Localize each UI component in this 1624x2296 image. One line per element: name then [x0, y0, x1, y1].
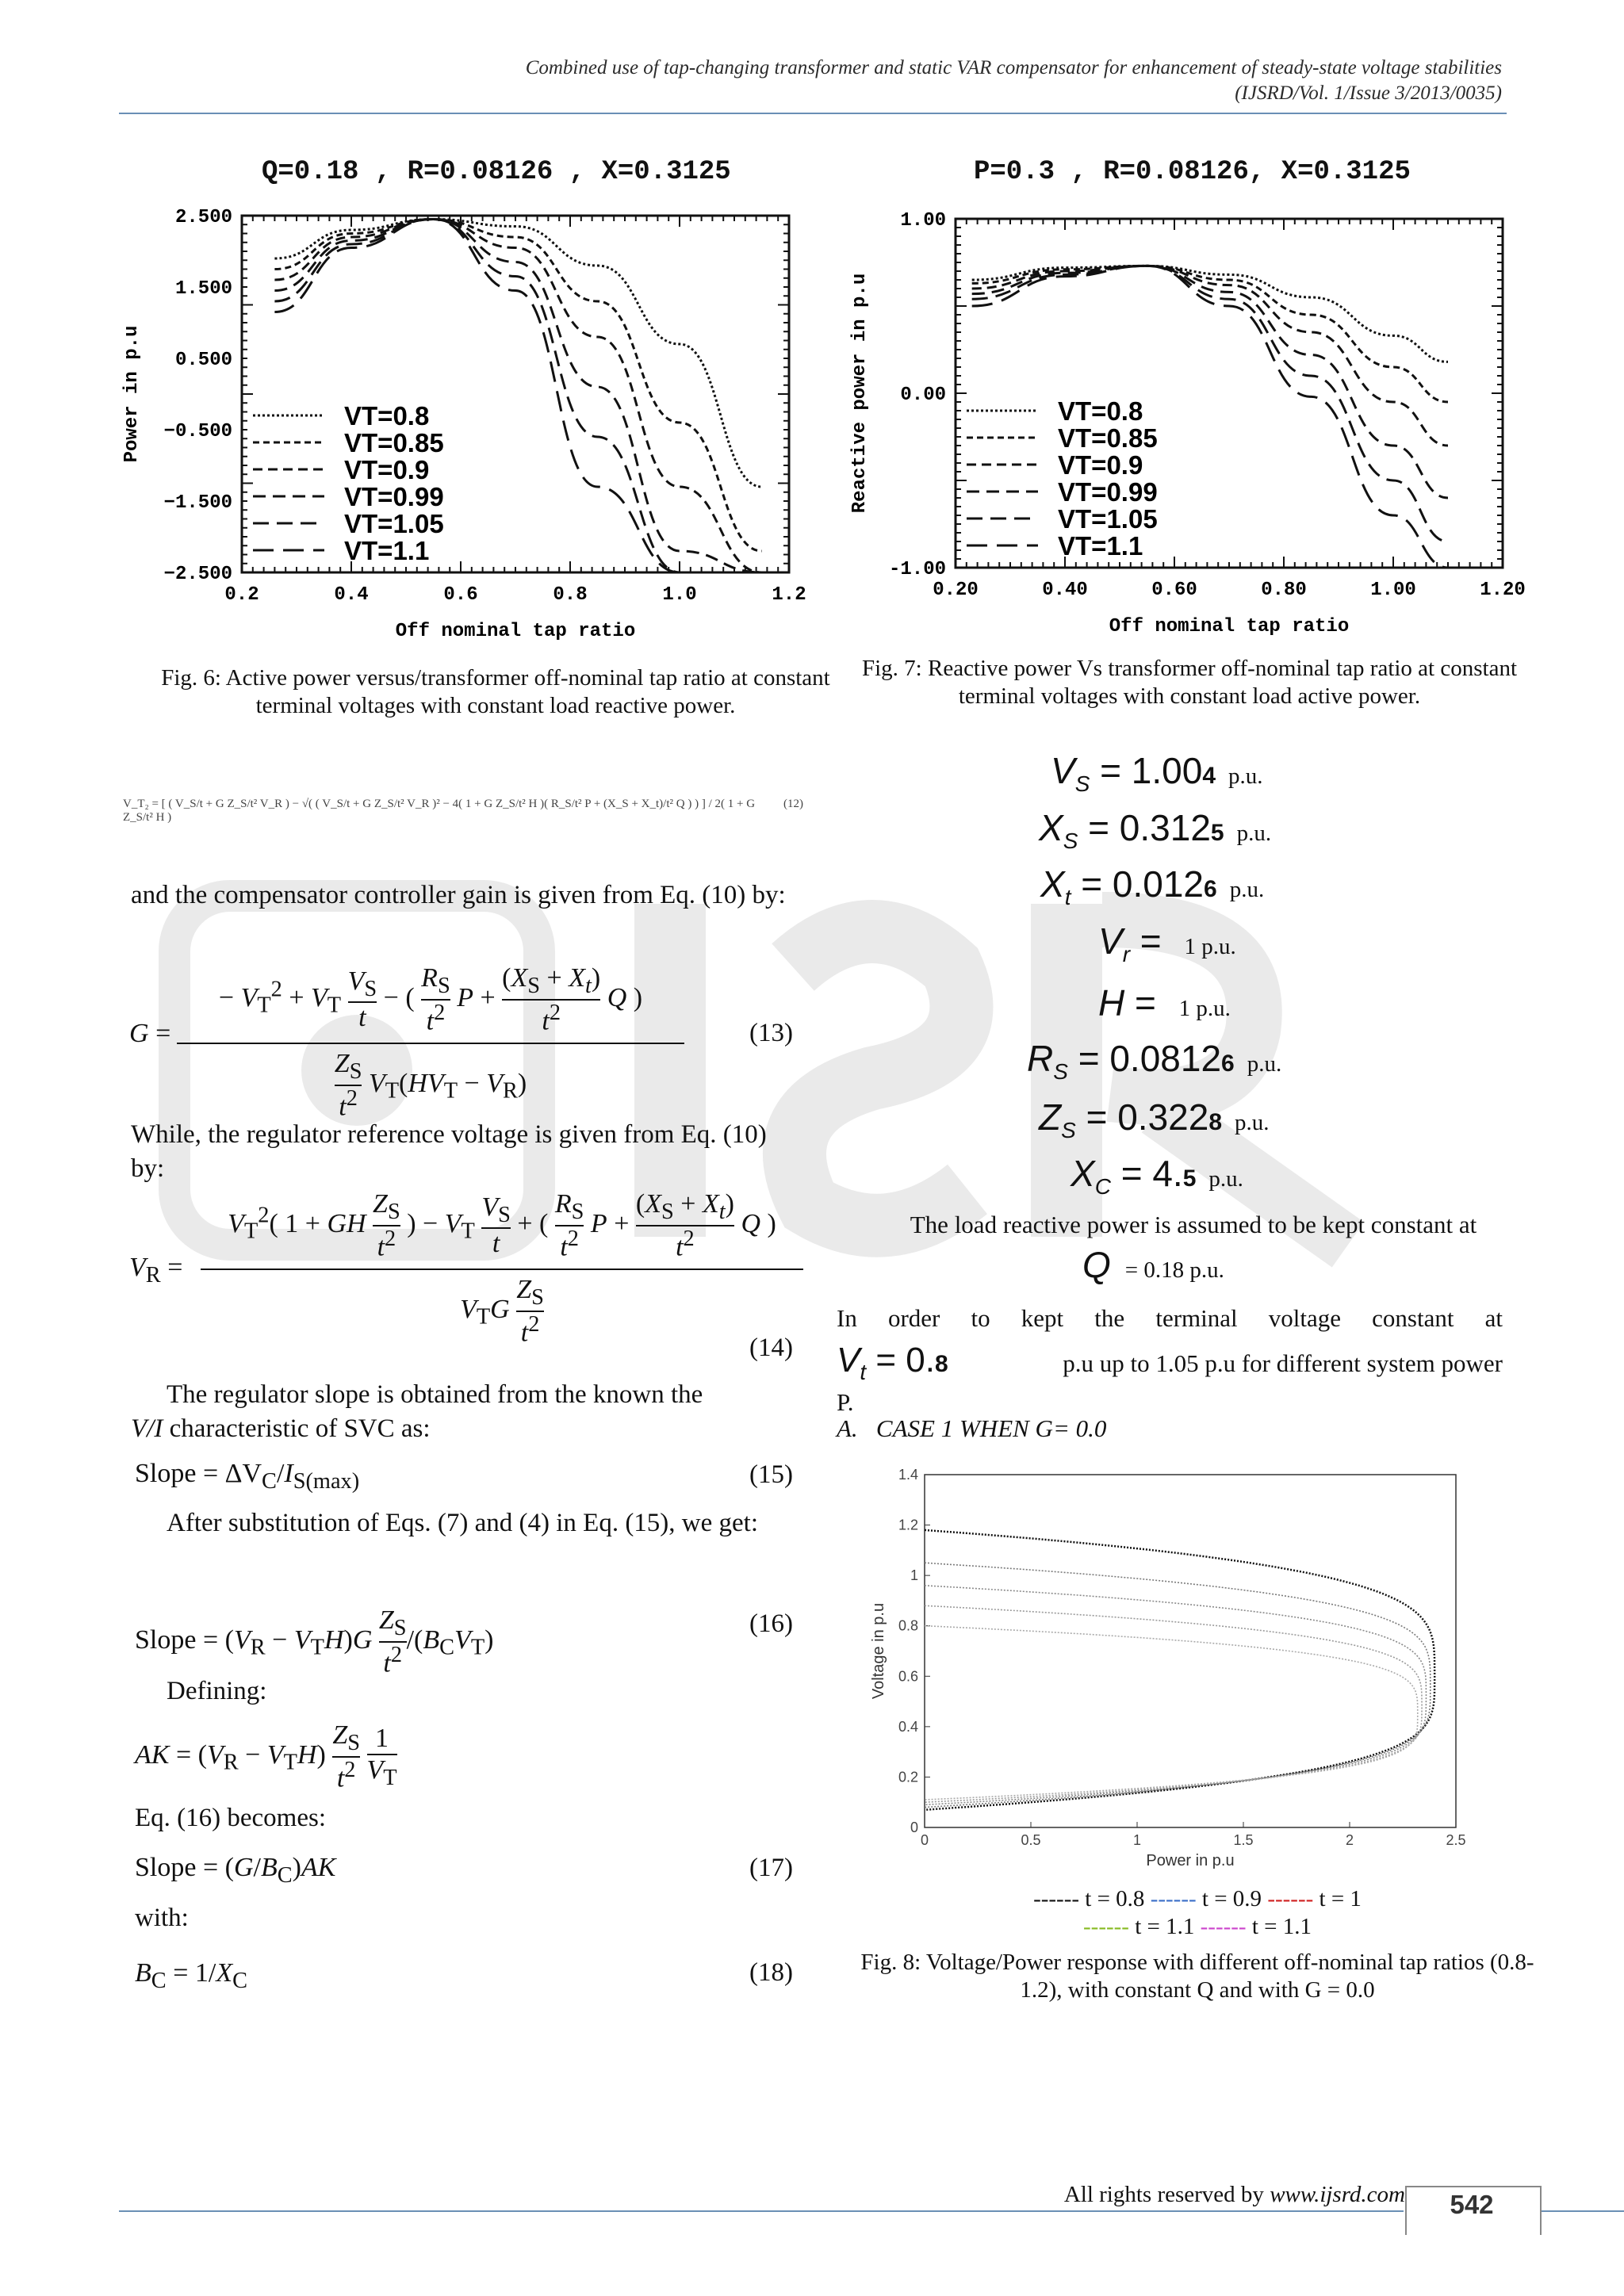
legend-label: t = 1.1 [1128, 1914, 1201, 1940]
legend-label: t = 1.1 [1246, 1914, 1312, 1940]
x-tick-label: 0.4 [334, 584, 369, 606]
legend-swatch: ------ [1033, 1886, 1080, 1911]
legend-swatch: ------ [1267, 1886, 1314, 1911]
parameter-expression: $X_C = 4.5$ [1071, 1153, 1197, 1200]
y-tick-label: −1.500 [163, 492, 232, 514]
legend-label: VT=0.9 [344, 455, 430, 484]
terminal-voltage-line3: P. [837, 1388, 854, 1417]
x-tick-label: 0.60 [1151, 580, 1197, 601]
x-tick-label: 2.5 [1446, 1832, 1466, 1848]
fig8-chart [864, 1459, 1499, 1871]
parameter-row [1051, 749, 1263, 797]
fig8-caption: Fig. 8: Voltage/Power response with different off-nominal tap ratios (0.8-1.2), with constant Q and with G = 0.0 [860, 1950, 1534, 2003]
parameter-row [1040, 863, 1264, 910]
y-axis-label: Power in p.u [121, 325, 143, 463]
parameter-unit: 1 p.u. [1184, 934, 1236, 959]
series-line-6 [972, 266, 1448, 568]
y-tick-label: 0.6 [898, 1668, 918, 1685]
y-tick-label: 0.500 [174, 350, 232, 371]
legend-label: t = 0.9 [1196, 1886, 1268, 1911]
x-tick-label: 0.5 [1021, 1832, 1041, 1848]
legend-label: VT=0.8 [344, 401, 430, 430]
y-tick-label: −2.500 [163, 564, 232, 585]
paragraph-terminal-voltage [837, 1303, 1503, 1419]
fig8-plot-area [870, 1467, 1466, 1869]
legend-swatch: ------ [1150, 1886, 1197, 1911]
y-tick-label: 0.2 [898, 1769, 918, 1785]
x-tick-label: 0.40 [1042, 580, 1088, 601]
fig7-plot-area [849, 210, 1526, 637]
parameter-expression: $R_S = 0.08126$ [1027, 1038, 1235, 1085]
fig6-title: Q=0.18 , R=0.08126 , X=0.3125 [262, 157, 731, 187]
slope-intro-a: The regulator slope is obtained from the known the [167, 1380, 703, 1409]
footer-rule-left [119, 2210, 1404, 2212]
paragraph-reference-intro: While, the regulator reference voltage is given from Eq. (10) by: [131, 1120, 767, 1183]
series-line-1 [972, 266, 1448, 362]
equation-14-number: (14) [749, 1334, 793, 1362]
fig7-caption: Fig. 7: Reactive power Vs transformer off-nominal tap ratio at constant terminal voltages with constant load active power. [861, 656, 1518, 710]
with-label: with: [135, 1904, 189, 1932]
q-symbol: Q [1082, 1244, 1111, 1285]
x-tick-label: 1 [1132, 1832, 1142, 1848]
legend-label: VT=1.05 [344, 509, 444, 538]
parameter-unit: p.u. [1208, 1166, 1243, 1192]
legend-row [841, 1885, 1554, 1913]
q-value-line [1082, 1243, 1224, 1286]
y-tick-label: 1.500 [174, 278, 232, 300]
plot-frame [242, 216, 789, 572]
parameter-expression: $Z_S = 0.3228$ [1039, 1096, 1223, 1143]
footer-rights: All rights reserved by www.ijsrd.com [1063, 2182, 1405, 2207]
parameter-unit: p.u. [1235, 1110, 1270, 1135]
x-tick-label: 0.2 [224, 584, 259, 606]
running-header-issue: (IJSRD/Vol. 1/Issue 3/2013/0035) [1235, 82, 1502, 104]
pv-curve-2 [925, 1563, 1431, 1807]
series-line-5 [972, 266, 1448, 541]
legend-row [841, 1913, 1554, 1941]
fig8-legend [841, 1885, 1554, 1942]
pv-curve-1 [925, 1530, 1434, 1810]
legend-label: VT=0.9 [1058, 450, 1143, 480]
legend-swatch: ------ [1200, 1914, 1247, 1940]
parameter-expression: $V_r$ = [1098, 920, 1172, 967]
terminal-voltage-tail: p.u up to 1.05 p.u for different system power [1063, 1349, 1503, 1378]
case1-heading: A. CASE 1 WHEN G= 0.0 [837, 1414, 1107, 1442]
paragraph-gain-intro: and the compensator controller gain is given from Eq. (10) by: [131, 881, 786, 909]
x-tick-label: 1.20 [1480, 580, 1526, 601]
y-tick-label: 1.4 [898, 1467, 918, 1483]
parameter-row [1098, 982, 1231, 1024]
x-tick-label: 0 [920, 1832, 929, 1848]
series-line-3 [972, 266, 1448, 446]
vi-symbol: V/I [131, 1414, 163, 1443]
legend-label: VT=0.85 [344, 428, 444, 457]
fig7-title: P=0.3 , R=0.08126, X=0.3125 [974, 157, 1411, 187]
x-tick-label: 1.2 [772, 584, 806, 606]
x-tick-label: 0.6 [443, 584, 478, 606]
y-tick-label: 0 [910, 1820, 918, 1835]
page-number: 542 [1450, 2190, 1494, 2219]
pv-curve-5 [925, 1626, 1418, 1800]
x-tick-label: 0.8 [553, 584, 588, 606]
equation-12: V_T₂ = [ ( V_S/t + G Z_S/t² V_R ) − √( ( V_S/t + G Z_S/t² V_R )² − 4( 1 + G Z_S/t² H )( R_S/t² P + (X_S + X_t)/t² Q ) ) ] / 2( 1 + G Z_S/t² H ) [123, 798, 756, 824]
y-tick-label: 0.8 [898, 1617, 918, 1634]
equation-15-number: (15) [749, 1460, 793, 1489]
legend-label: t = 1 [1313, 1886, 1362, 1911]
equation-17-number: (17) [749, 1854, 793, 1882]
legend-label: VT=1.05 [1058, 504, 1158, 534]
defining-label: Defining: [167, 1677, 267, 1705]
y-tick-label: 1.00 [900, 210, 946, 232]
y-tick-label: 0.4 [898, 1718, 918, 1735]
x-axis-label: Power in p.u [1146, 1852, 1235, 1869]
x-tick-label: 1.5 [1233, 1832, 1254, 1848]
fig6-plot-area [121, 207, 806, 642]
y-tick-label: 2.500 [174, 207, 232, 228]
fig6-caption: Fig. 6: Active power versus/transformer off-nominal tap ratio at constant terminal voltages with constant load reactive power. [161, 665, 830, 719]
x-axis-label: Off nominal tap ratio [1109, 616, 1350, 637]
legend-swatch: ------ [1083, 1914, 1129, 1940]
y-tick-label: 1.2 [898, 1517, 918, 1533]
parameter-row [1039, 806, 1271, 854]
paragraph-slope-intro [131, 1378, 797, 1446]
q-intro-text: The load reactive power is assumed to be kept constant at [910, 1211, 1477, 1238]
equation-17: Slope = $(G/B_C)AK$ [135, 1853, 336, 1888]
parameter-unit: p.u. [1247, 1051, 1282, 1077]
eq17-intro: Eq. (16) becomes: [135, 1804, 327, 1832]
legend-label: VT=1.1 [344, 536, 430, 565]
pv-curve-3 [925, 1586, 1427, 1804]
equation-18-number: (18) [749, 1958, 793, 1987]
y-axis-label: Reactive power in p.u [849, 273, 871, 514]
legend-label: VT=0.85 [1058, 423, 1158, 453]
terminal-voltage-line1: In order to kept the terminal voltage constant at [837, 1304, 1503, 1332]
slope-intro-b: characteristic of SVC as: [169, 1414, 431, 1443]
y-tick-label: 1 [910, 1567, 918, 1584]
legend-label: t = 0.8 [1079, 1886, 1151, 1911]
terminal-voltage-line2 [837, 1337, 1503, 1387]
equation-16: Slope = $(V_R - V_TH)G$ $\frac{Z_S}{t^2}$ $/(B_CV_T)$ [135, 1605, 494, 1678]
series-line-4 [972, 266, 1448, 498]
running-header-title: Combined use of tap-changing transformer and static VAR compensator for enhancement of steady-state voltage stabilities [525, 57, 1502, 78]
parameter-unit: p.u. [1236, 821, 1272, 846]
fig6-chart [119, 198, 817, 666]
paragraph-substitution: After substitution of Eqs. (7) and (4) in Eq. (15), we get: [167, 1509, 759, 1537]
y-tick-label: 0.00 [900, 385, 946, 406]
y-tick-label: -1.00 [888, 559, 946, 580]
legend-label: VT=1.1 [1058, 531, 1143, 561]
equation-15: Slope = $\Delta V_C/I_{S(max)}$ [135, 1459, 360, 1494]
legend-label: VT=0.8 [1058, 396, 1143, 426]
y-tick-label: −0.500 [163, 421, 232, 442]
footer-rule-right [1538, 2210, 1624, 2212]
x-tick-label: 1.0 [662, 584, 697, 606]
parameter-row [1098, 920, 1236, 967]
equation-13-number: (13) [749, 1019, 793, 1047]
footer-site-link[interactable]: www.ijsrd.com [1270, 2182, 1405, 2207]
parameter-row [1027, 1037, 1281, 1085]
q-value: = 0.18 p.u. [1124, 1257, 1224, 1283]
equation-16-number: (16) [749, 1609, 793, 1638]
x-tick-label: 1.00 [1370, 580, 1416, 601]
x-tick-label: 0.80 [1261, 580, 1307, 601]
parameter-expression: H = [1098, 982, 1166, 1024]
equation-18: $B_C = 1/X_C$ [135, 1958, 247, 1993]
header-rule [119, 113, 1507, 114]
equation-12-number: (12) [783, 798, 803, 810]
parameter-unit: p.u. [1229, 877, 1265, 902]
x-axis-label: Off nominal tap ratio [395, 621, 636, 642]
parameter-expression: $X_S = 0.3125$ [1039, 807, 1224, 854]
x-tick-label: 0.20 [933, 580, 979, 601]
series-line-2 [972, 266, 1448, 402]
parameter-unit: 1 p.u. [1178, 996, 1231, 1021]
parameter-expression: $V_S = 1.004$ [1051, 750, 1216, 797]
parameter-row [1071, 1152, 1243, 1200]
parameter-unit: p.u. [1228, 763, 1263, 789]
fig7-chart [841, 198, 1538, 650]
vt-expression: $V_t = 0.8$ [837, 1341, 948, 1385]
y-axis-label: Voltage in p.u [870, 1602, 887, 1700]
x-tick-label: 2 [1345, 1832, 1354, 1848]
parameter-expression: $X_t = 0.0126$ [1040, 863, 1217, 910]
parameter-row [1039, 1096, 1270, 1143]
pv-curve-4 [925, 1605, 1422, 1802]
legend-label: VT=0.99 [344, 482, 444, 511]
equation-ak: AK = $(V_R - V_TH)$ $\frac{Z_S}{t^2}$ $\frac{1}{V_T}$ [135, 1720, 397, 1793]
legend-label: VT=0.99 [1058, 477, 1158, 507]
